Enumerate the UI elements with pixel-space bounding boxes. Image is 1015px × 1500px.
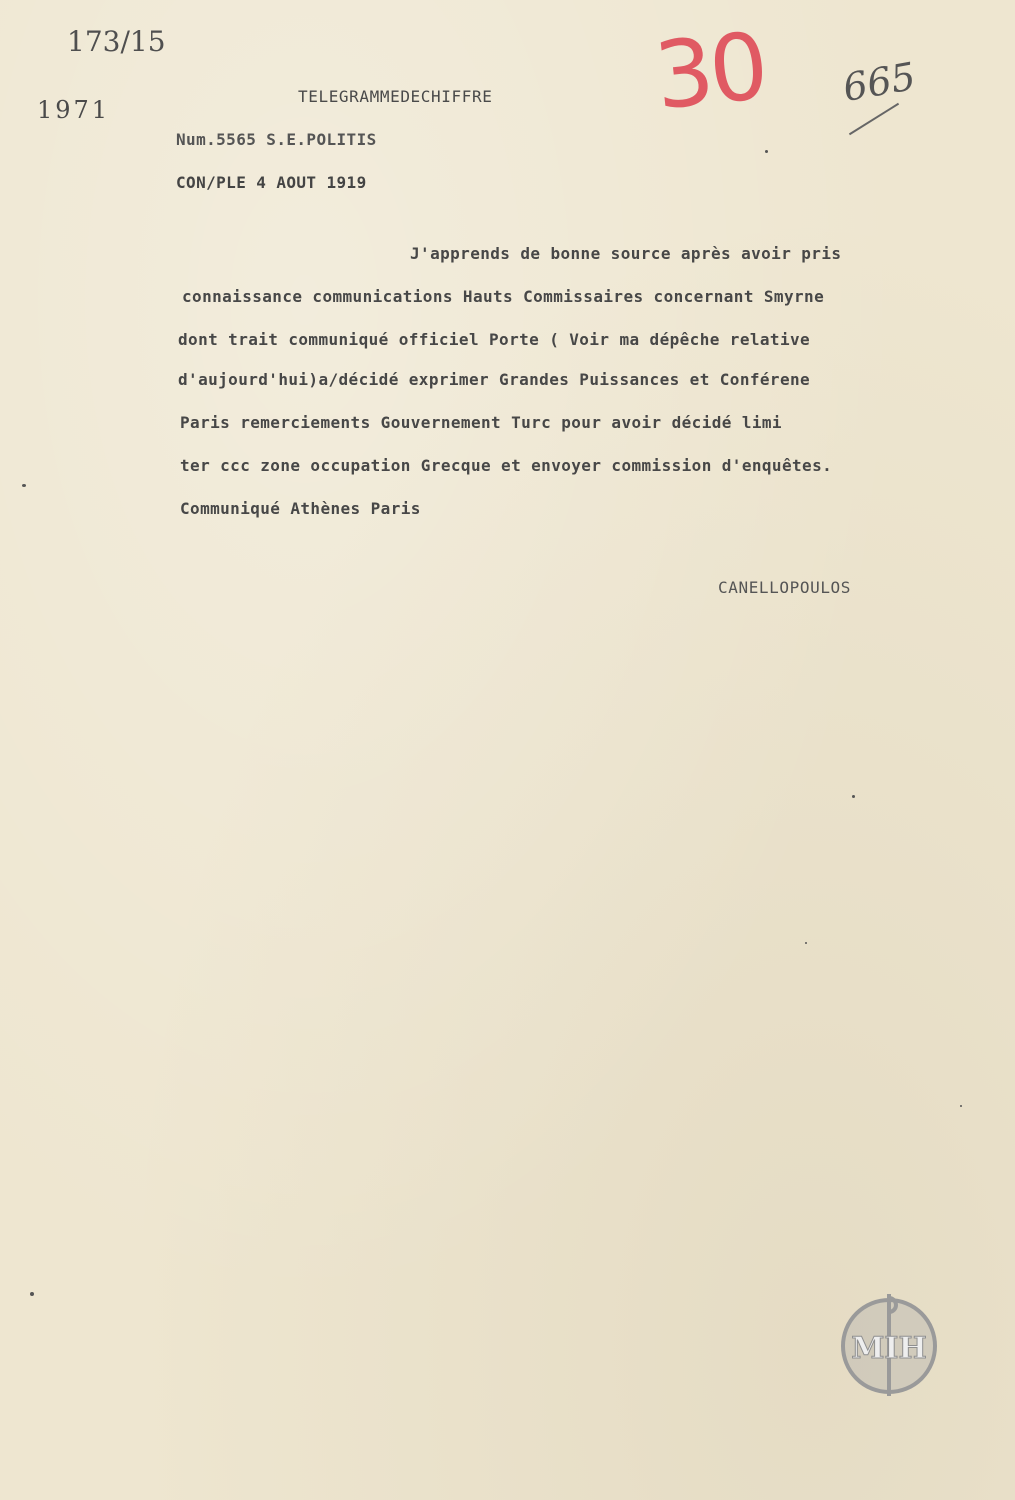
telegram-date-line: CON/PLE 4 AOUT 1919 <box>176 173 367 192</box>
signature: CANELLOPOULOS <box>718 578 852 597</box>
telegram-number-line: Num.5565 S.E.POLITIS <box>176 130 377 149</box>
body-line-4: d'aujourd'hui)a/décidé exprimer Grandes Puissances et Conférene <box>178 370 811 389</box>
folio-number-left: 1971 <box>37 96 111 124</box>
body-line-2: connaissance communications Hauts Commissaires concernant Smyrne <box>182 287 825 306</box>
folio-number-top: 173/15 <box>67 25 166 58</box>
ink-speck <box>852 795 855 798</box>
body-line-6: ter ccc zone occupation Grecque et envoyer commission d'enquêtes. <box>180 456 833 475</box>
body-line-5: Paris remerciements Gouvernement Turc pour avoir décidé limi <box>180 413 782 432</box>
page-number-red: 30 <box>649 12 770 131</box>
ink-speck <box>22 484 26 487</box>
reference-number: 665 <box>839 54 919 110</box>
archive-seal-icon <box>838 1290 940 1398</box>
body-line-1: J'apprends de bonne source après avoir pris <box>410 244 842 263</box>
telegram-title: TELEGRAMMEDECHIFFRE <box>298 87 493 106</box>
ink-speck <box>805 942 807 944</box>
ink-speck <box>765 150 768 153</box>
body-line-3: dont trait communiqué officiel Porte ( Voir ma dépêche relative <box>178 330 811 349</box>
seal-label: ΜΙΗ <box>851 1331 927 1366</box>
ink-speck <box>960 1105 962 1107</box>
body-line-7: Communiqué Athènes Paris <box>180 499 421 518</box>
ink-speck <box>30 1292 34 1296</box>
